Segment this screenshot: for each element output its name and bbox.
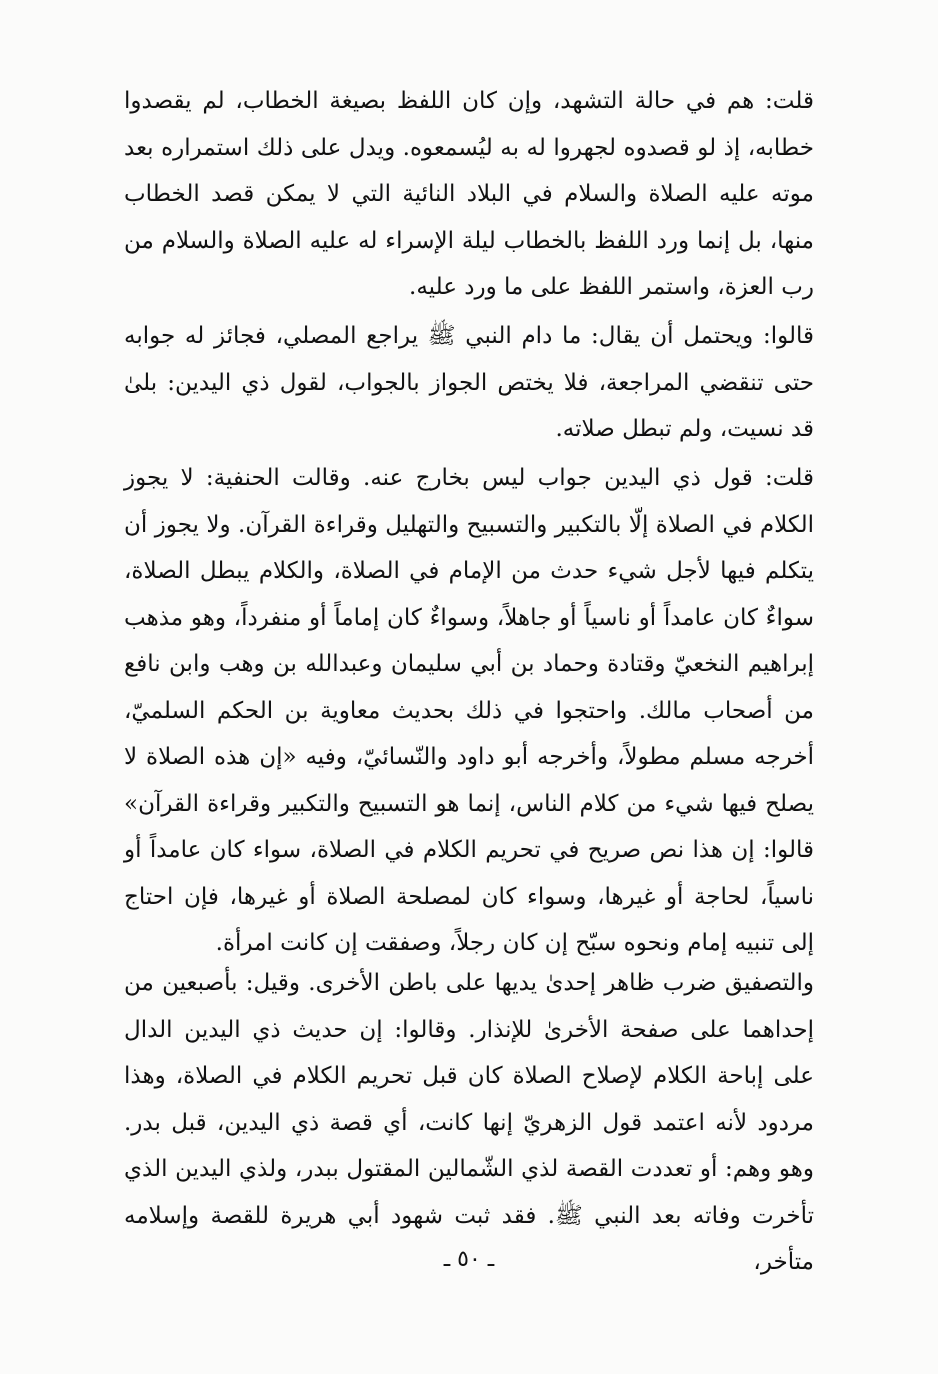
paragraph-4 — [124, 960, 814, 1286]
page-number: ـ ٥٠ ـ — [443, 1247, 495, 1272]
paragraph-text: والتصفيق ضرب ظاهر إحدىٰ يديها على باطن الأخرى. وقيل: بأصبعين من إحداهما على صفحة الأخرىٰ للإنذار. وقالوا: إن حديث ذي اليدين الدال على إباحة الكلام لإصلاح الصلاة كان قبل تحريم الكلام في الصلاة، وهذا مردود لأنه اعتمد قول الزهريّ إنها كانت، أي قصة ذي اليدين، قبل بدر. وهو وهم: أو تعددت القصة لذي الشّمالين المقتول ببدر، ولذي اليدين الذي تأخرت وفاته بعد النبي ﷺ. فقد ثبت شهود أبي هريرة للقصة وإسلامه متأخر، — [124, 970, 814, 1275]
paragraph-3 — [124, 455, 814, 967]
paragraph-1 — [124, 78, 814, 311]
paragraph-2 — [124, 313, 814, 453]
paragraph-text: قلت: قول ذي اليدين جواب ليس بخارج عنه. وقالت الحنفية: لا يجوز الكلام في الصلاة إلّا بالتكبير والتسبيح والتهليل وقراءة القرآن. ولا يجوز أن يتكلم فيها لأجل شيء حدث من الإمام في الصلاة، والكلام يبطل الصلاة، سواءٌ كان عامداً أو ناسياً أو جاهلاً، وسواءٌ كان إماماً أو منفرداً، وهو مذهب إبراهيم النخعيّ وقتادة وحماد بن أبي سليمان وعبدالله بن وهب وابن نافع من أصحاب مالك. واحتجوا في ذلك بحديث معاوية بن الحكم السلميّ، أخرجه مسلم مطولاً، وأخرجه أبو داود والنّسائيّ، وفيه «إن هذه الصلاة لا يصلح فيها شيء من كلام الناس، إنما هو التسبيح والتكبير وقراءة القرآن» قالوا: إن هذا نص صريح في تحريم الكلام في الصلاة، سواء كان عامداً أو ناسياً، لحاجة أو غيرها، وسواء كان لمصلحة الصلاة أو غيرها، فإن احتاج إلى تنبيه إمام ونحوه سبّح إن كان رجلاً، وصفقت إن كانت امرأة. — [124, 465, 815, 956]
paragraph-text: قلت: هم في حالة التشهد، وإن كان اللفظ بصيغة الخطاب، لم يقصدوا خطابه، إذ لو قصدوه لجهروا له به ليُسمعوه. ويدل على ذلك استمراره بعد موته عليه الصلاة والسلام في البلاد النائية التي لا يمكن قصد الخطاب منها، بل إنما ورد اللفظ بالخطاب ليلة الإسراء له عليه الصلاة والسلام من رب العزة، واستمر اللفظ على ما ورد عليه. — [124, 88, 814, 300]
paragraph-text: قالوا: ويحتمل أن يقال: ما دام النبي ﷺ يراجع المصلي، فجائز له جوابه حتى تنقضي المراجعة، فلا يختص الجواز بالجواب، لقول ذي اليدين: بلىٰ قد نسيت، ولم تبطل صلاته. — [124, 323, 814, 442]
